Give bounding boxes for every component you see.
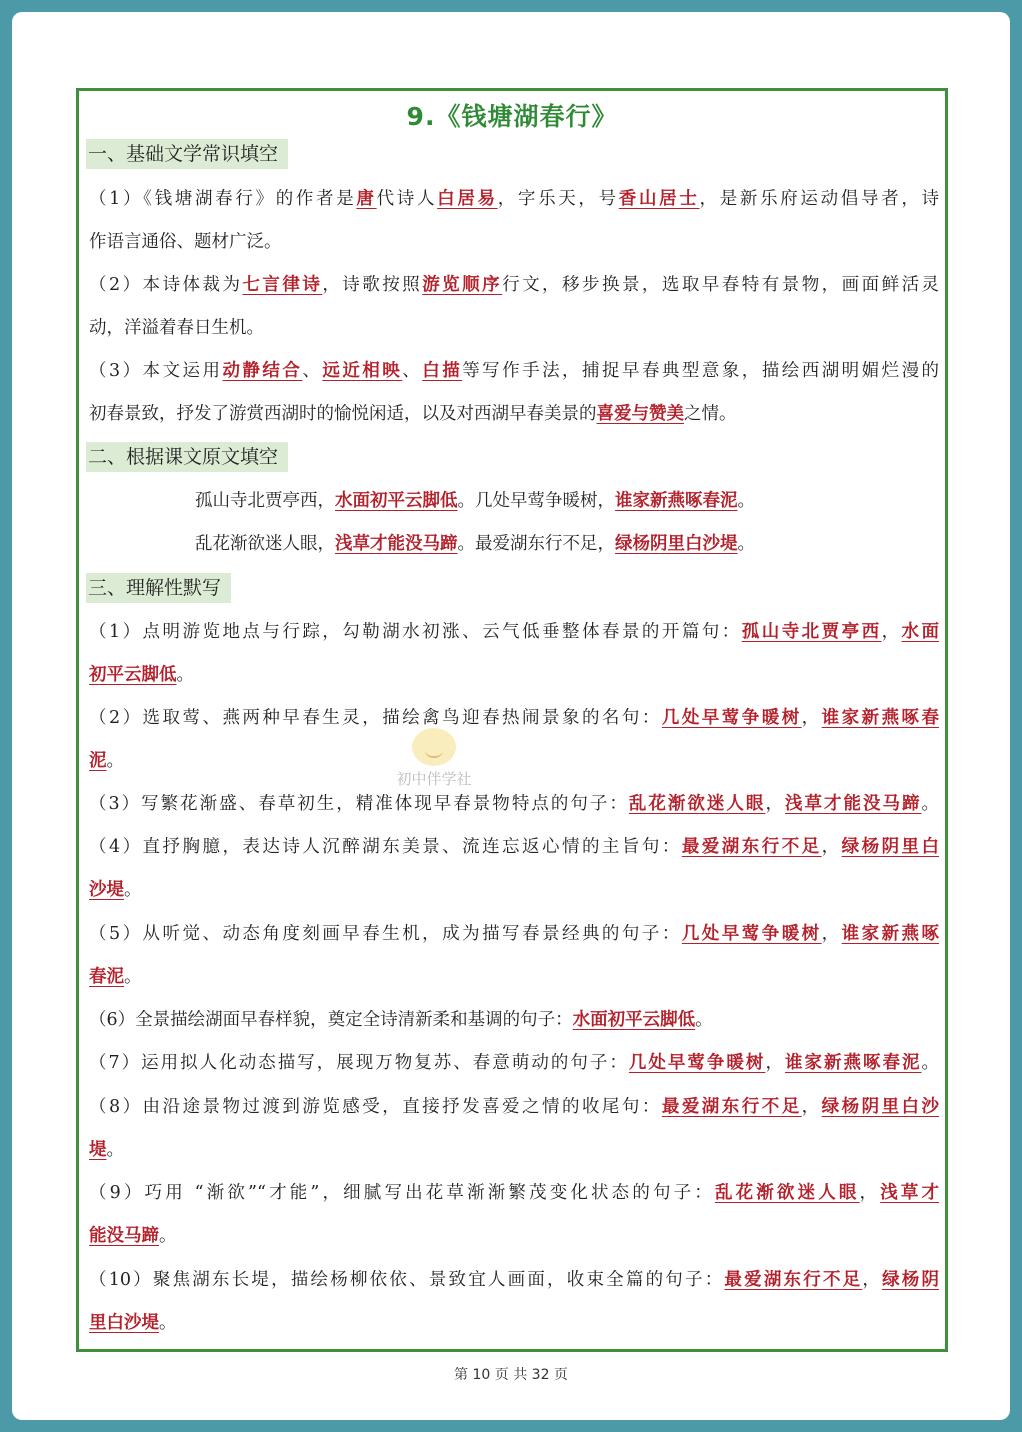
text-segment: ， bbox=[801, 708, 822, 728]
question-line bbox=[89, 660, 939, 690]
text-segment: 等写作手法，捕捉早春典型意象，描绘西湖明媚烂漫的 bbox=[462, 361, 940, 381]
text-segment: （1）点明游览地点与行踪，勾勒湖水初涨、云气低垂整体春景的开篇句： bbox=[89, 622, 742, 642]
answer-text: 水面 bbox=[901, 622, 940, 642]
text-segment: （3）写繁花渐盛、春草初生，精准体现早春景物特点的句子： bbox=[89, 794, 629, 814]
text-segment: （8）由沿途景物过渡到游览感受，直接抒发喜爱之情的收尾句： bbox=[89, 1097, 662, 1117]
text-segment: ，诗歌按照 bbox=[322, 275, 423, 295]
text-segment: 。 bbox=[737, 491, 755, 511]
text-segment: 。 bbox=[695, 1010, 713, 1030]
text-segment: 乱花渐欲迷人眼， bbox=[195, 534, 335, 554]
question-line bbox=[89, 1308, 939, 1338]
poem-line bbox=[195, 486, 939, 516]
text-segment: 。 bbox=[921, 794, 940, 814]
answer-text: 谁家新燕啄春泥 bbox=[615, 491, 738, 511]
text-segment: （10）聚焦湖东长堤，描绘杨柳依依、景致宜人画面，收束全篇的句子： bbox=[89, 1270, 725, 1290]
text-segment: 。 bbox=[106, 751, 124, 771]
text-segment: 。 bbox=[159, 1226, 177, 1246]
answer-text: 浅草才能没马蹄 bbox=[784, 794, 922, 814]
answer-text: 里白沙堤 bbox=[89, 1313, 159, 1333]
text-segment: 。 bbox=[737, 534, 755, 554]
text-segment: ， bbox=[821, 924, 842, 944]
answer-text: 能没马蹄 bbox=[89, 1226, 159, 1246]
text-segment: 作语言通俗、题材广泛。 bbox=[89, 232, 282, 252]
answer-text: 七言律诗 bbox=[242, 275, 323, 295]
text-segment: ， bbox=[821, 837, 842, 857]
answer-text: 几处早莺争暖树 bbox=[628, 1053, 766, 1073]
text-segment: （7）运用拟人化动态描写，展现万物复苏、春意萌动的句子： bbox=[89, 1053, 629, 1073]
text-segment: 代诗人 bbox=[376, 189, 438, 209]
page-title: 9.《钱塘湖春行》 bbox=[406, 102, 618, 131]
text-segment: ，是新乐府运动倡导者，诗 bbox=[699, 189, 940, 209]
answer-text: 喜爱与赞美 bbox=[596, 404, 684, 424]
poem-line bbox=[195, 529, 939, 559]
text-segment: （4）直抒胸臆，表达诗人沉醉湖东美景、流连忘返心情的主旨句： bbox=[89, 837, 682, 857]
section-heading-original-text: 二、根据课文原文填空 bbox=[86, 442, 288, 472]
text-segment: 。 bbox=[176, 665, 194, 685]
question-line bbox=[89, 1048, 939, 1078]
text-segment: （2）选取莺、燕两种早春生灵，描绘禽鸟迎春热闹景象的名句： bbox=[89, 708, 662, 728]
answer-text: 香山居士 bbox=[618, 189, 700, 209]
question-line bbox=[89, 832, 939, 862]
page-number: 第 10 页 共 32 页 bbox=[454, 1367, 568, 1383]
text-segment: （3）本文运用 bbox=[89, 361, 223, 381]
text-line bbox=[89, 227, 939, 257]
answer-text: 动静结合 bbox=[222, 361, 303, 381]
answer-text: 乱花渐欲迷人眼 bbox=[628, 794, 766, 814]
answer-text: 浅草才 bbox=[880, 1183, 940, 1203]
section-heading-comprehension: 三、理解性默写 bbox=[86, 573, 231, 603]
section-heading-basic-knowledge: 一、基础文学常识填空 bbox=[86, 139, 288, 169]
answer-text: 孤山寺北贾亭西 bbox=[741, 622, 882, 642]
answer-text: 初平云脚低 bbox=[89, 665, 177, 685]
question-line bbox=[89, 1265, 939, 1295]
text-segment: 。 bbox=[159, 1313, 177, 1333]
answer-text: 沙堤 bbox=[89, 880, 124, 900]
answer-text: 浅草才能没马蹄 bbox=[335, 534, 458, 554]
answer-text: 远近相映 bbox=[322, 361, 403, 381]
text-segment: 。 bbox=[106, 1140, 124, 1160]
text-segment: ， bbox=[881, 622, 902, 642]
answer-text: 最爱湖东行不足 bbox=[724, 1270, 863, 1290]
text-segment: ， bbox=[765, 794, 785, 814]
text-segment: ， bbox=[765, 1053, 785, 1073]
question-line bbox=[89, 1092, 939, 1122]
answer-text: 几处早莺争暖树 bbox=[661, 708, 802, 728]
text-segment: （5）从听觉、动态角度刻画早春生机，成为描写春景经典的句子： bbox=[89, 924, 682, 944]
text-segment: （9）巧用 “渐欲”“才能”，细腻写出花草渐渐繁茂变化状态的句子： bbox=[89, 1183, 715, 1203]
page-paper bbox=[12, 12, 1010, 1420]
answer-text: 水面初平云脚低 bbox=[335, 491, 458, 511]
answer-text: 几处早莺争暖树 bbox=[681, 924, 822, 944]
answer-text: 绿杨阴里白沙 bbox=[821, 1097, 940, 1117]
answer-text: 游览顺序 bbox=[422, 275, 503, 295]
text-segment: 。 bbox=[921, 1053, 940, 1073]
answer-text: 谁家新燕啄春 bbox=[821, 708, 940, 728]
text-segment: 初春景致，抒发了游赏西湖时的愉悦闲适，以及对西湖早春美景的 bbox=[89, 404, 597, 424]
text-line bbox=[89, 399, 939, 429]
text-segment: （2）本诗体裁为 bbox=[89, 275, 243, 295]
text-segment: 。几处早莺争暖树， bbox=[457, 491, 615, 511]
text-segment: 。最爱湖东行不足， bbox=[457, 534, 615, 554]
text-segment: ， bbox=[862, 1270, 883, 1290]
watermark bbox=[364, 728, 504, 808]
text-line bbox=[89, 270, 939, 300]
question-line bbox=[89, 1005, 939, 1035]
answer-text: 绿杨阴里白 bbox=[841, 837, 940, 857]
text-segment: （6）全景描绘湖面早春样貌，奠定全诗清新柔和基调的句子： bbox=[89, 1010, 573, 1030]
text-segment: 、 bbox=[302, 361, 323, 381]
text-segment: 。 bbox=[124, 880, 142, 900]
answer-text: 绿杨阴里白沙堤 bbox=[615, 534, 738, 554]
answer-text: 最爱湖东行不足 bbox=[681, 837, 822, 857]
answer-text: 白描 bbox=[422, 361, 463, 381]
content-frame bbox=[76, 88, 948, 1352]
answer-text: 泥 bbox=[89, 751, 107, 771]
text-segment: （1）《钱塘湖春行》的作者是 bbox=[89, 189, 357, 209]
question-line bbox=[89, 919, 939, 949]
text-segment: 行文，移步换景，选取早春特有景物，画面鲜活灵 bbox=[502, 275, 940, 295]
question-line bbox=[89, 962, 939, 992]
answer-text: 最爱湖东行不足 bbox=[661, 1097, 802, 1117]
question-line bbox=[89, 875, 939, 905]
text-segment: ，字乐天，号 bbox=[497, 189, 619, 209]
text-segment: ， bbox=[859, 1183, 881, 1203]
text-line bbox=[89, 184, 939, 214]
question-line bbox=[89, 1221, 939, 1251]
answer-text: 白居易 bbox=[437, 189, 498, 209]
watermark-text: 初中伴学社 bbox=[396, 770, 472, 788]
question-line bbox=[89, 617, 939, 647]
text-segment: 之情。 bbox=[684, 404, 737, 424]
question-line bbox=[89, 1178, 939, 1208]
text-line bbox=[89, 313, 939, 343]
answer-text: 谁家新燕啄春泥 bbox=[784, 1053, 922, 1073]
question-line bbox=[89, 746, 939, 776]
answer-text: 绿杨阴 bbox=[882, 1270, 940, 1290]
text-line bbox=[89, 356, 939, 386]
answer-text: 乱花渐欲迷人眼 bbox=[714, 1183, 860, 1203]
text-segment: 孤山寺北贾亭西， bbox=[195, 491, 335, 511]
answer-text: 春泥 bbox=[89, 967, 124, 987]
question-line bbox=[89, 703, 939, 733]
text-segment: 、 bbox=[402, 361, 423, 381]
text-segment: 动，洋溢着春日生机。 bbox=[89, 318, 264, 338]
text-segment: 。 bbox=[124, 967, 142, 987]
answer-text: 水面初平云脚低 bbox=[572, 1010, 696, 1030]
answer-text: 堤 bbox=[89, 1140, 107, 1160]
question-line bbox=[89, 1135, 939, 1165]
text-segment: ， bbox=[801, 1097, 822, 1117]
answer-text: 谁家新燕啄 bbox=[841, 924, 940, 944]
question-line bbox=[89, 789, 939, 819]
smiling-sun-icon bbox=[412, 728, 456, 766]
answer-text: 唐 bbox=[356, 189, 377, 209]
